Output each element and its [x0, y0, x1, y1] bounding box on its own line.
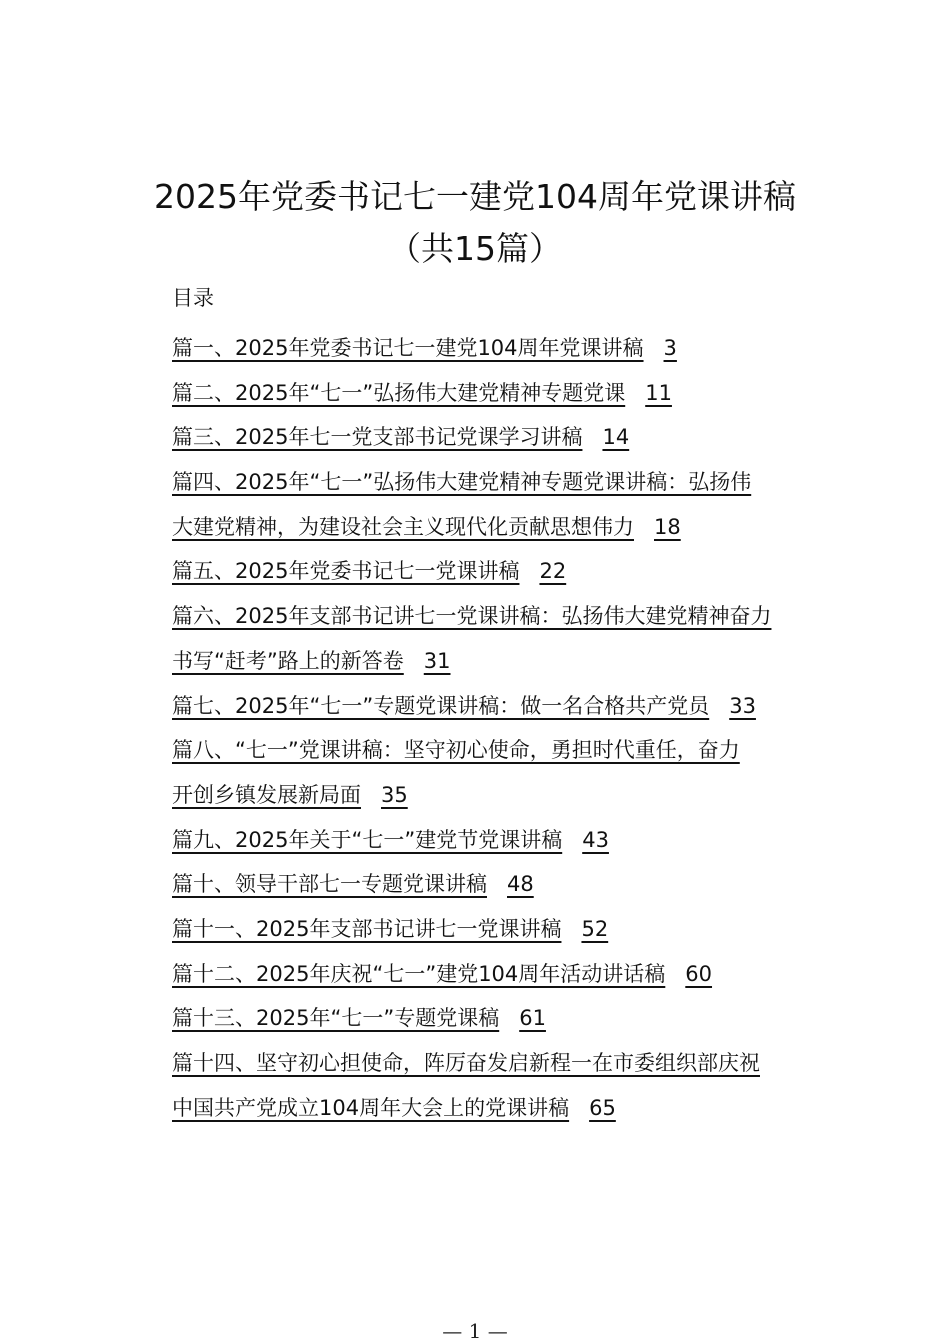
toc-entry-title: 篇七、2025年“七一”专题党课讲稿：做一名合格共产党员	[172, 693, 710, 718]
toc-entry-link[interactable]	[172, 415, 832, 460]
toc-entry-page: 65	[589, 1095, 616, 1120]
page-number: — 1 —	[442, 1319, 508, 1343]
toc-entry-page: 18	[654, 514, 681, 539]
toc-entry-page: 35	[381, 782, 408, 807]
toc-entry-title: 篇十四、坚守初心担使命，阵厉奋发启新程一在市委组织部庆祝	[172, 1051, 760, 1075]
toc-entry-link[interactable]	[172, 862, 832, 907]
toc-entry-title: 篇六、2025年支部书记讲七一党课讲稿：弘扬伟大建党精神奋力	[172, 604, 772, 629]
toc-entry-title: 篇五、2025年党委书记七一党课讲稿	[172, 559, 520, 584]
toc-entry-page: 11	[645, 380, 672, 405]
toc-entry[interactable]	[172, 326, 832, 371]
toc-entry-link[interactable]	[172, 594, 832, 639]
toc-entry[interactable]	[172, 549, 832, 594]
toc-entry-title: 书写“赶考”路上的新答卷	[172, 648, 404, 673]
toc-entry-title: 大建党精神，为建设社会主义现代化贡献思想伟力	[172, 514, 634, 539]
toc-entry-link[interactable]	[172, 460, 832, 505]
toc-entry-link[interactable]	[172, 996, 832, 1041]
toc-entry-page: 22	[539, 559, 567, 584]
toc-entry-link[interactable]	[172, 907, 832, 952]
toc-entry-title: 中国共产党成立104周年大会上的党课讲稿	[172, 1095, 570, 1120]
toc-entry-title: 篇八、“七一”党课讲稿：坚守初心使命，勇担时代重任，奋力	[172, 738, 740, 763]
toc-entry-title: 篇十二、2025年庆祝“七一”建党104周年活动讲话稿	[172, 961, 666, 986]
toc-entry-link[interactable]	[172, 371, 832, 416]
toc-entry-page: 43	[582, 827, 609, 852]
toc-entry-title: 开创乡镇发展新局面	[172, 782, 361, 807]
toc-entry[interactable]	[172, 728, 832, 817]
toc-entry-page: 33	[729, 693, 756, 718]
toc-entry-link[interactable]	[172, 326, 832, 371]
toc-entry-title: 篇十一、2025年支部书记讲七一党课讲稿	[172, 916, 562, 941]
toc-entry-link[interactable]	[172, 818, 832, 863]
document-title: 2025年党委书记七一建党104周年党课讲稿	[154, 177, 796, 216]
toc-entry[interactable]	[172, 818, 832, 863]
toc-entry-link[interactable]	[172, 952, 832, 997]
toc-entry[interactable]	[172, 460, 832, 549]
toc-entry-link[interactable]	[172, 639, 832, 684]
toc-entry-title: 篇一、2025年党委书记七一建党104周年党课讲稿	[172, 336, 644, 360]
toc-entry[interactable]	[172, 907, 832, 952]
toc-entry-link[interactable]	[172, 728, 832, 773]
toc-entry-page: 31	[423, 648, 451, 673]
toc-heading: 目录	[172, 286, 214, 310]
toc-entry-link[interactable]	[172, 1086, 832, 1131]
document-subtitle: （共15篇）	[388, 229, 562, 268]
toc-entry-link[interactable]	[172, 684, 832, 729]
toc-entry[interactable]	[172, 415, 832, 460]
toc-entry[interactable]	[172, 371, 832, 416]
toc-entry-link[interactable]	[172, 505, 832, 550]
toc-entry[interactable]	[172, 1041, 832, 1130]
toc-entry-link[interactable]	[172, 1041, 832, 1086]
toc-entry-title: 篇四、2025年“七一”弘扬伟大建党精神专题党课讲稿：弘扬伟	[172, 470, 752, 495]
toc-entry-link[interactable]	[172, 549, 832, 594]
toc-entry[interactable]	[172, 594, 832, 683]
toc-entry-page: 60	[685, 961, 713, 986]
toc-entry-page: 48	[507, 872, 534, 897]
toc-entry[interactable]	[172, 996, 832, 1041]
toc-entry-page: 61	[519, 1006, 546, 1031]
toc-entry-title: 篇十、领导干部七一专题党课讲稿	[172, 872, 487, 897]
toc-entry-title: 篇二、2025年“七一”弘扬伟大建党精神专题党课	[172, 380, 626, 405]
toc-entry-page: 3	[663, 336, 677, 360]
toc-entry[interactable]	[172, 952, 832, 997]
toc-entry-title: 篇三、2025年七一党支部书记党课学习讲稿	[172, 425, 583, 450]
toc-entry-title: 篇十三、2025年“七一”专题党课稿	[172, 1006, 500, 1031]
toc-entry-title: 篇九、2025年关于“七一”建党节党课讲稿	[172, 827, 563, 852]
table-of-contents	[172, 326, 832, 1130]
toc-entry[interactable]	[172, 862, 832, 907]
toc-entry-page: 14	[602, 425, 630, 450]
toc-entry[interactable]	[172, 684, 832, 729]
toc-entry-link[interactable]	[172, 773, 832, 818]
toc-entry-page: 52	[581, 916, 609, 941]
